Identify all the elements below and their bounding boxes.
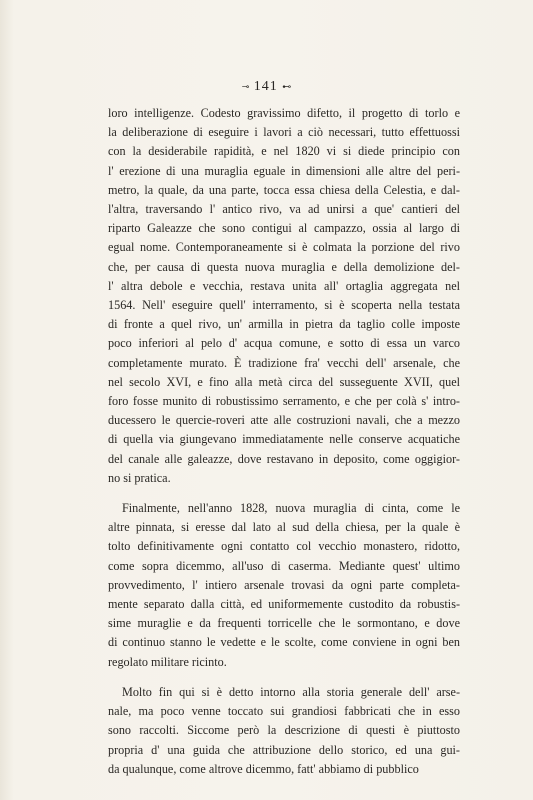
right-ornament-icon: ⊷ — [282, 81, 292, 92]
text-line: di quella via giungevano immediatamente nelle conserve acquatiche — [108, 432, 460, 447]
text-line: foro fosse munito di robustissimo serramento, e che per colà s' intro- — [108, 394, 460, 409]
text-line: da qualunque, come altrove dicemmo, fatt' abbiamo di pubblico — [108, 761, 419, 776]
text-line: Molto fin qui si è detto intorno alla storia generale dell' arse- — [122, 684, 460, 699]
text-line: ducessero le quercie-roveri atte alle costruzioni navali, che a mezzo — [108, 413, 460, 428]
text-line: completamente murato. È tradizione fra' vecchi dell' arsenale, che — [108, 355, 460, 370]
text-line: propria d' una guida che attribuzione dello storico, ed una gui- — [108, 742, 460, 757]
text-line: come sopra dicemmo, all'uso di caserma. Mediante quest' ultimo — [108, 558, 460, 573]
page-number-header — [0, 79, 533, 95]
text-line: nale, ma poco venne toccato sui grandiosi fabbricati che in esso — [108, 704, 460, 719]
text-line: tolto definitivamente ogni contatto col vecchio monastero, ridotto, — [108, 539, 460, 554]
text-line: poco inferiori al pelo d' acqua comune, e sotto di essa un varco — [108, 336, 460, 351]
text-line: 1564. Nell' eseguire quell' interramento, si è scoperta nella testata — [108, 298, 460, 313]
text-line: di continuo stanno le vedette e le scolte, come conviene in ogni ben — [108, 635, 460, 650]
page-number: 141 — [253, 79, 278, 94]
paragraph — [108, 499, 460, 672]
text-line: di fronte a quel rivo, un' armilla in pietra da taglio colle imposte — [108, 317, 460, 332]
text-line: regolato militare ricinto. — [108, 654, 227, 669]
text-line: mente separato dalla città, ed uniformemente custodito da robustis- — [108, 597, 460, 612]
text-line: con la desiderabile rapidità, e nel 1820 vi si diede principio con — [108, 144, 460, 159]
paragraph — [108, 683, 460, 779]
text-line: riparto Galeazze che sono contigui al campazzo, ossia al largo di — [108, 221, 460, 236]
text-line: la deliberazione di eseguire i lavori a ciò necessari, tutto effettuossi — [108, 125, 460, 140]
paragraph — [108, 104, 460, 488]
text-line: egual nome. Contemporaneamente si è colmata la porzione del rivo — [108, 240, 460, 255]
text-line: sime muraglie e da frequenti torricelle che le sormontano, e dove — [108, 616, 460, 631]
text-line: l' erezione di una muraglia eguale in dimensioni alle altre del peri- — [108, 163, 460, 178]
text-line: altre pinnata, si eresse dal lato al sud della chiesa, per la quale è — [108, 520, 460, 535]
text-line: l'altra, traversando l' antico rivo, va ad unirsi a que' cantieri del — [108, 202, 460, 217]
text-line: loro intelligenze. Codesto gravissimo difetto, il progetto di torlo e — [108, 106, 460, 120]
body-text — [108, 104, 460, 790]
left-ornament-icon: ⊸ — [241, 81, 250, 92]
text-line: l' altra debole e vecchia, restava unita all' ortaglia aggregata nel — [108, 278, 460, 293]
text-line: sono raccolti. Siccome però la descrizione di questi è piuttosto — [108, 723, 460, 738]
text-line: del canale alle galeazze, dove restavano in deposito, come oggigior- — [108, 451, 460, 466]
text-line: Finalmente, nell'anno 1828, nuova muraglia di cinta, come le — [122, 501, 460, 516]
text-line: provvedimento, l' intiero arsenale trovasi da ogni parte completa- — [108, 577, 460, 592]
text-line: nel secolo XVI, e fino alla metà circa del susseguente XVII, quel — [108, 374, 460, 389]
text-line: no si pratica. — [108, 470, 171, 485]
text-line: che, per causa di questa nuova muraglia e della demolizione del- — [108, 259, 460, 274]
text-line: metro, la quale, da una parte, tocca essa chiesa della Celestia, e dal- — [108, 182, 460, 197]
